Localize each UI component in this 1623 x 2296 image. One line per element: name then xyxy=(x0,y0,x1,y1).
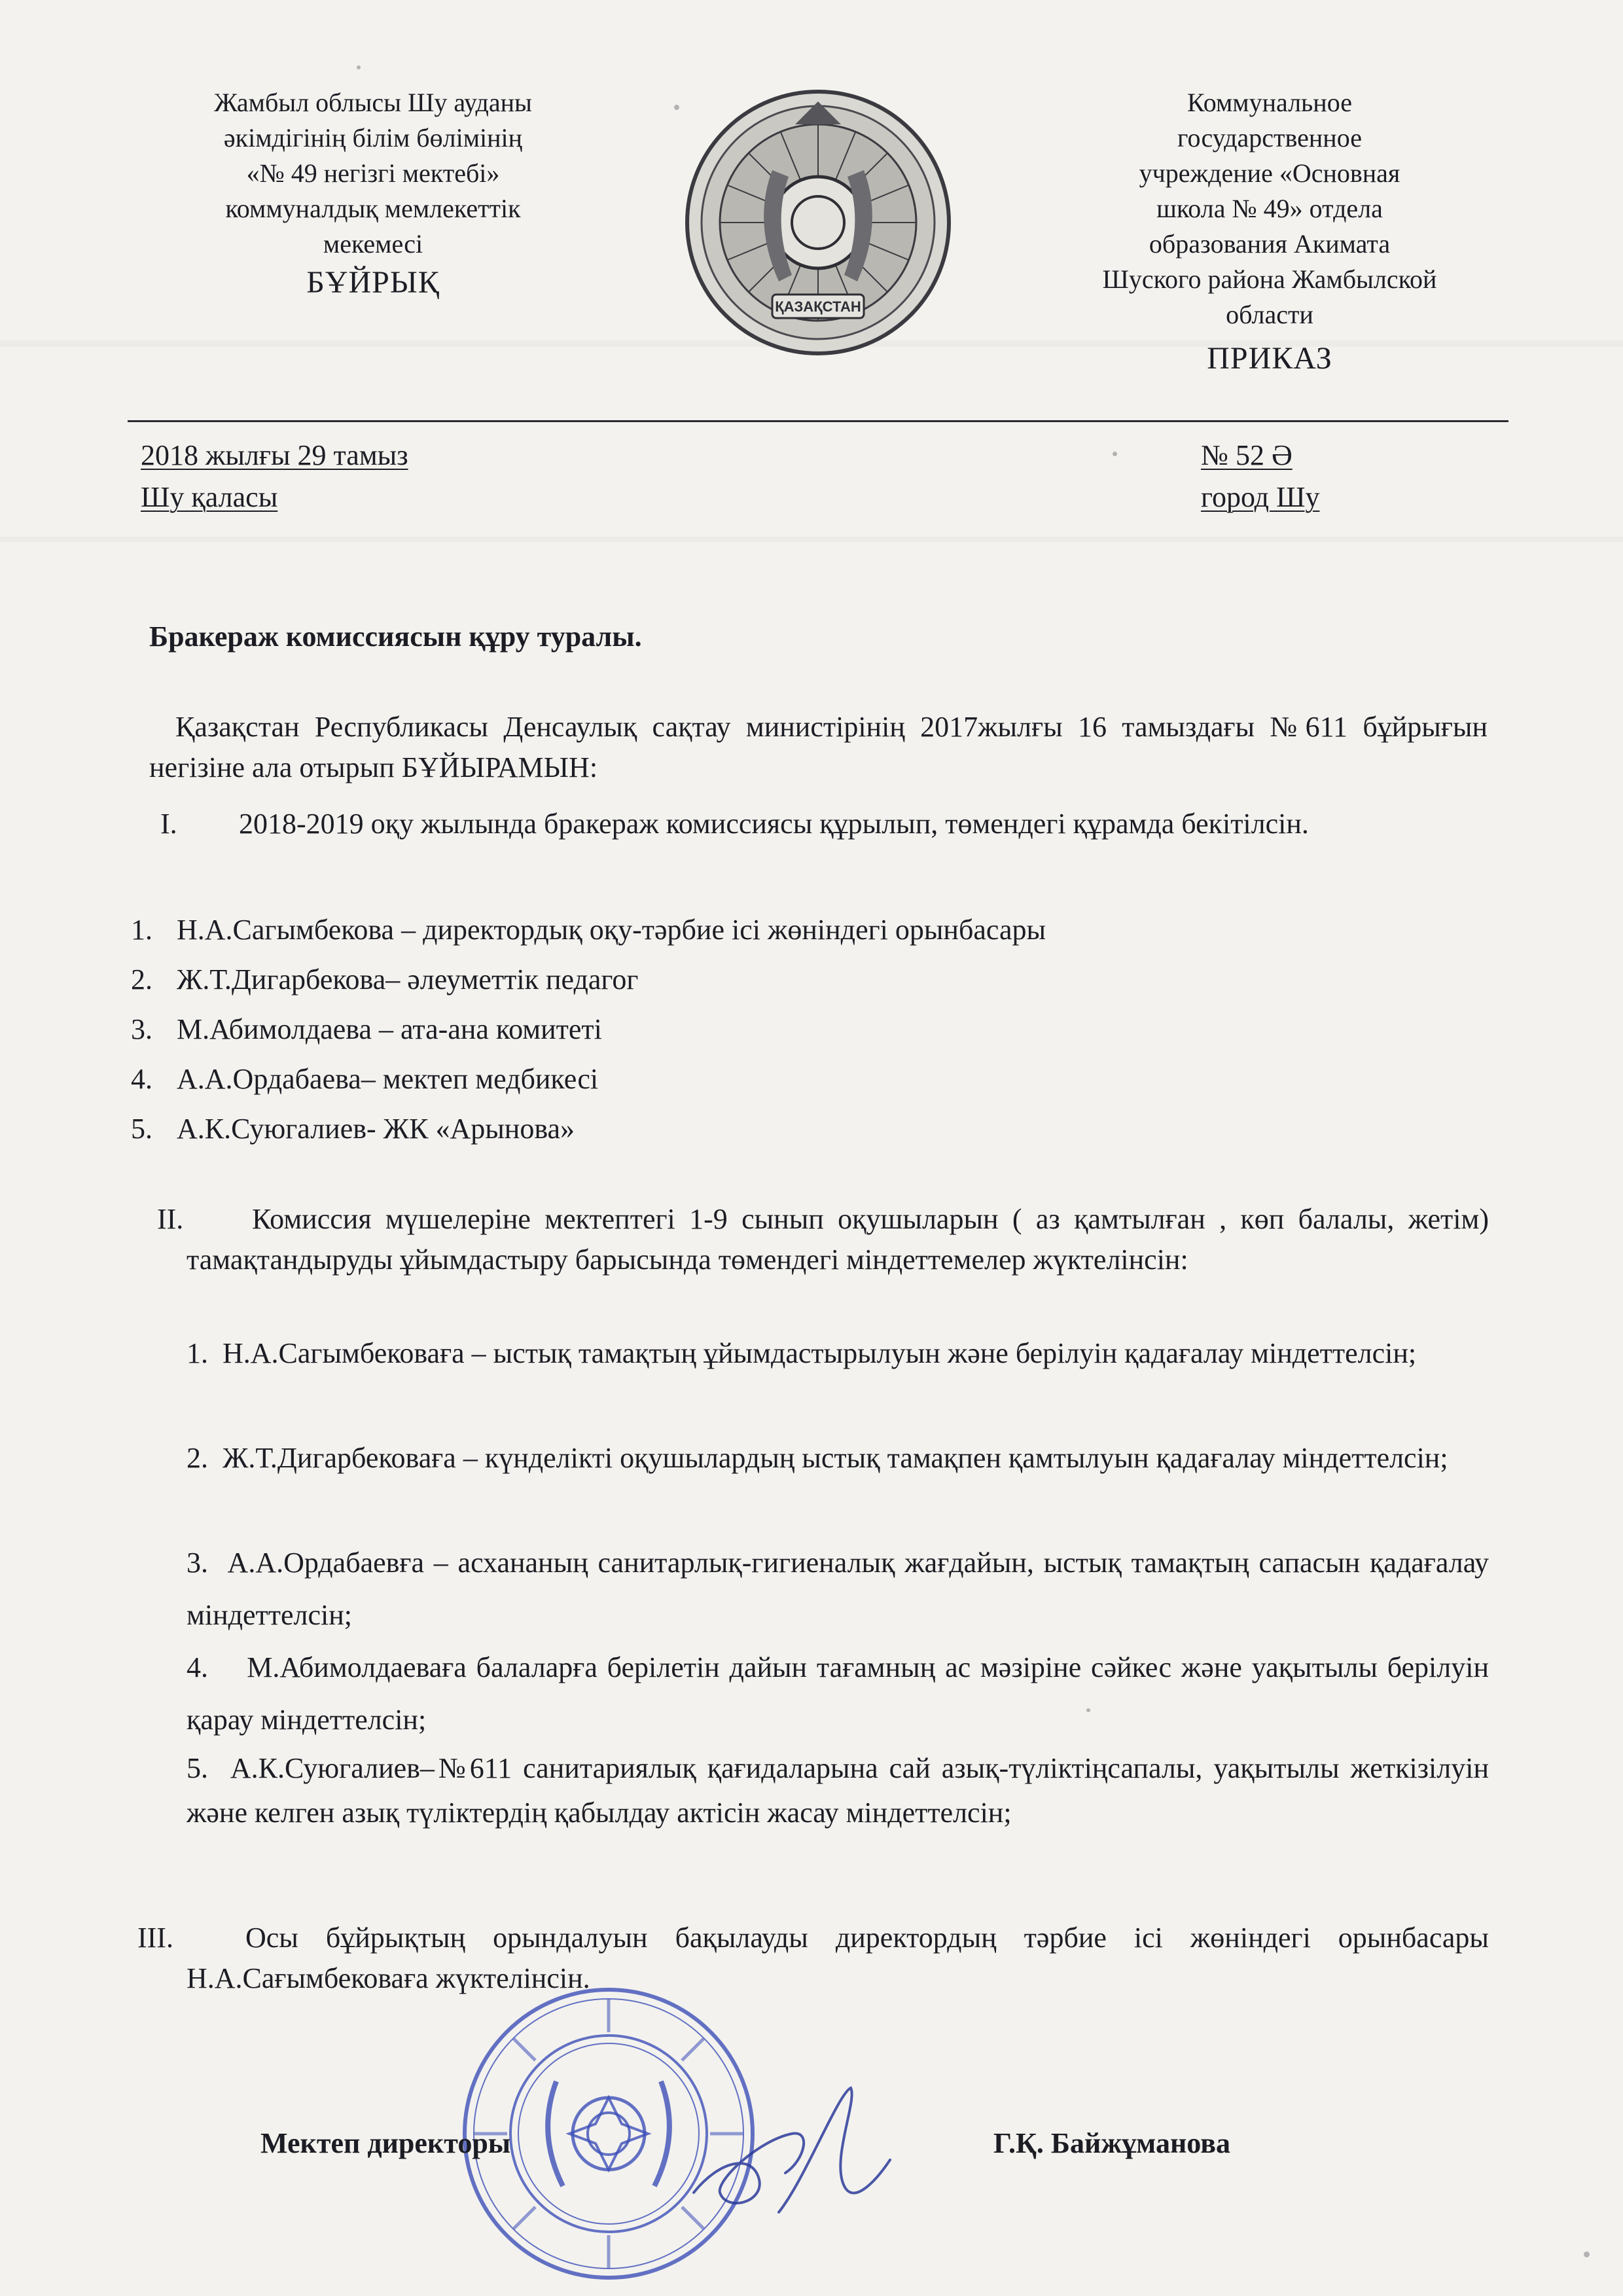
order-meta-left xyxy=(141,435,408,518)
order-meta-right xyxy=(1201,435,1319,518)
section-2-item: 5. А.К.Суюгалиев–№611 санитариялық қағидаларына сай азық-түліктіңсапалы, уақытылы жеткізілуін және келген азық түліктердің қабылдау актісін жасау міндеттелсін; xyxy=(187,1752,1489,1829)
header-right-line: Коммунальное xyxy=(1187,88,1352,117)
signature-name: Г.Қ. Байжұманова xyxy=(993,2127,1230,2159)
order-title: Бракераж комиссиясын құру туралы. xyxy=(149,620,642,653)
header-right-line: школа № 49» отдела xyxy=(1156,194,1383,223)
section-2-text: Комиссия мүшелеріне мектептегі 1-9 сынып оқушыларын ( аз қамтылған , көп балалы, жетім) тамақтандыруды ұйымдастыру барысында төмендегі міндеттемелер жүктелінсін: xyxy=(187,1203,1489,1276)
list-item: 5. А.К.Суюгалиев- ЖК «Арынова» xyxy=(131,1113,575,1145)
header-left-line: мекемесі xyxy=(323,229,423,259)
header-left-line: «№ 49 негізгі мектебі» xyxy=(246,158,500,188)
scan-speck xyxy=(674,105,679,110)
preamble-text: Қазақстан Республикасы Денсаулық сақтау министірінің 2017жылғы 16 тамыздағы №611 бұйрығын негізіне ала отырып БҰЙЫРАМЫН: xyxy=(149,711,1488,783)
order-city-kz: Шу қаласы xyxy=(141,481,278,513)
header-right-line: учреждение «Основная xyxy=(1139,158,1400,188)
scan-streak xyxy=(0,537,1623,542)
signature-role: Мектеп директоры xyxy=(260,2127,511,2159)
state-emblem xyxy=(681,85,955,360)
header-divider xyxy=(128,420,1508,422)
header-right-line: образования Акимата xyxy=(1149,229,1391,259)
order-preamble xyxy=(149,707,1488,788)
header-right-line: государственное xyxy=(1177,123,1362,152)
scan-speck xyxy=(357,65,361,69)
section-1-text: 2018-2019 оқу жылында бракераж комиссиясы құрылып, төмендегі құрамда бекітілсін. xyxy=(239,808,1309,840)
header-left-line: коммуналдық мемлекеттік xyxy=(225,194,521,223)
order-date: 2018 жылғы 29 тамыз xyxy=(141,439,408,471)
handwritten-signature xyxy=(681,2081,903,2225)
list-item: 3. М.Абимолдаева – ата-ана комитеті xyxy=(131,1013,602,1045)
header-right-title: ПРИКАЗ xyxy=(1207,341,1332,376)
list-item: 1. Н.А.Сагымбекова – директордық оқу-тәрбие ісі жөніндегі орынбасары xyxy=(131,914,1046,946)
section-2-item: 4. М.Абимолдаеваға балаларға берілетін дайын тағамның ас мәзіріне сәйкес және уақытылы берілуін қарау міндеттелсін; xyxy=(187,1651,1489,1736)
section-2-item: 2. Ж.Т.Дигарбековаға – күнделікті оқушылардың ыстық тамақпен қамтылуын қадағалау міндеттелсін; xyxy=(187,1442,1448,1474)
scan-speck xyxy=(1584,2251,1590,2257)
section-2-item: 3. А.А.Ордабаевға – асхананың санитарлық-гигиеналық жағдайын, ыстық тамақтың сапасын қадағалау міндеттелсін; xyxy=(187,1547,1489,1631)
section-1-number: I. xyxy=(160,808,177,840)
header-right-line: области xyxy=(1226,300,1313,329)
header-right-line: Шуского района Жамбылской xyxy=(1102,264,1437,294)
header-left-line: әкімдігінің білім бөлімінің xyxy=(223,123,523,152)
section-1 xyxy=(160,804,1492,844)
section-2-item: 1. Н.А.Сагымбековаға – ыстық тамақтың ұйымдастырылуын және берілуін қадағалау міндеттелсін; xyxy=(187,1337,1417,1369)
scan-speck xyxy=(1086,1708,1090,1712)
list-item: 2. Ж.Т.Дигарбекова– әлеуметтік педагог xyxy=(131,963,639,996)
scan-speck xyxy=(1113,452,1117,456)
signature-icon xyxy=(681,2081,903,2225)
header-left-title: БҰЙРЫҚ xyxy=(306,265,440,300)
section-2 xyxy=(157,1199,1489,1280)
order-number: № 52 Ә xyxy=(1201,439,1293,471)
order-city-ru: город Шу xyxy=(1201,481,1320,513)
header-left xyxy=(124,85,622,304)
section-3-text: Осы бұйрықтың орындалуын бақылауды директордың тәрбие ісі жөніндегі орынбасары Н.А.Сағымбековаға жүктелінсін. xyxy=(187,1922,1489,1994)
state-emblem-icon xyxy=(681,85,955,360)
header-left-line: Жамбыл облысы Шу ауданы xyxy=(214,88,532,117)
section-3 xyxy=(137,1918,1489,1999)
section-2-number: II. xyxy=(157,1203,184,1235)
emblem-text: ҚАЗАҚСТАН xyxy=(775,298,861,315)
list-item: 4. А.А.Ордабаева– мектеп медбикесі xyxy=(131,1063,599,1095)
header-right xyxy=(1034,85,1505,380)
section-3-number: III. xyxy=(137,1922,173,1954)
